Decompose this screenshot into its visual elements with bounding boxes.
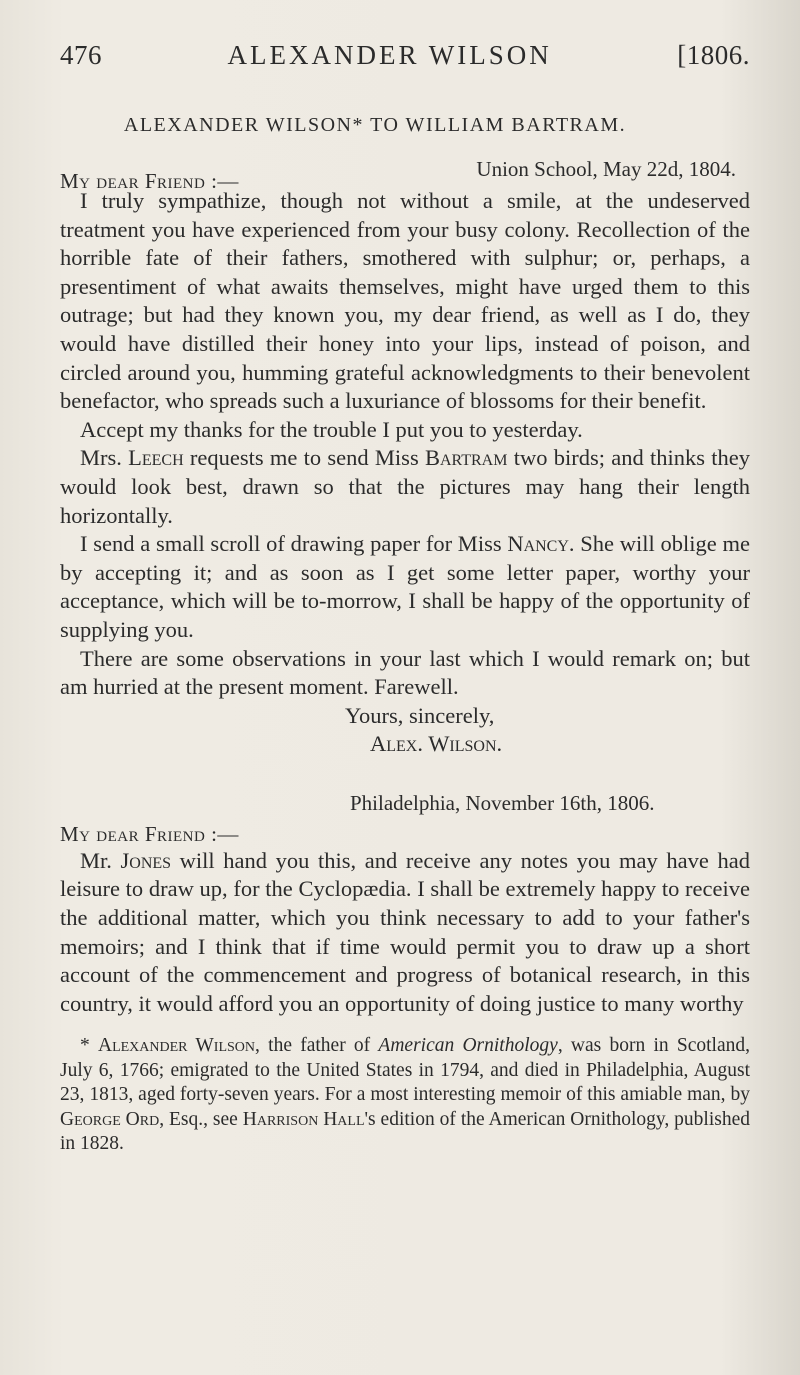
person-name: Alexander Wilson xyxy=(98,1035,256,1057)
text-run: will hand you this, and receive any notes you may have had leisure to draw up, for the Cyclopædia. I shall be extremely happy to receive the additional matter, which you think necessary to add to your father's memoirs; and I think that if time would permit you to draw up a short account of the commencement and progress of botanical research, in this country, it would afford you an opportunity of doing justice to many worthy xyxy=(60,847,750,1016)
book-title: American Ornithology xyxy=(378,1035,558,1057)
text-run: 's edition of the American Ornithology, published in 1828. xyxy=(60,1108,750,1155)
person-name: Nancy xyxy=(507,531,569,557)
person-name: Harrison Hall xyxy=(242,1108,365,1130)
letter1-paragraph xyxy=(60,444,750,530)
person-name: Leech xyxy=(128,445,184,471)
letter2-body xyxy=(60,847,750,1019)
letter1-body xyxy=(60,187,750,702)
closing-phrase: Yours, sincerely, xyxy=(345,702,495,728)
text-run: Mrs. xyxy=(80,445,129,471)
text-run: , Esq., see xyxy=(159,1108,243,1130)
text-run: Mr. xyxy=(80,847,121,873)
letter1-salutation: My dear Friend :— xyxy=(60,169,239,193)
letter-heading: ALEXANDER WILSON* TO WILLIAM BARTRAM. xyxy=(123,114,627,136)
letter1-paragraph xyxy=(60,530,750,644)
running-title: ALEXANDER WILSON xyxy=(227,40,552,70)
letter1-dateline: Union School, May 22d, 1804. xyxy=(476,157,736,181)
letter1-paragraph: There are some observations in your last which I would remark on; but am hurried at the present moment. Farewell. xyxy=(60,645,750,700)
letter2-salutation: My dear Friend :— xyxy=(60,821,239,846)
page-number: 476 xyxy=(60,40,102,70)
text-run: , was born in Scotland, July 6, 1766; emigrated to the United States in 1794, and died in Philadelphia, August 23, 1813, aged forty-seven years. For a most interesting memoir of this amiable man, by xyxy=(60,1035,751,1106)
letter1-header xyxy=(60,157,750,193)
footnote-marker: * xyxy=(80,1035,98,1057)
text-run: . She will oblige me by accepting it; and as soon as I get some letter paper, worthy your acceptance, which will be to-morrow, I shall be happy of the opportunity of supplying you. xyxy=(60,531,750,642)
running-year: [1806. xyxy=(677,40,750,70)
text-run: requests me to send Miss xyxy=(183,445,425,471)
signature: Alex. Wilson. xyxy=(370,731,503,757)
person-name: Jones xyxy=(120,847,172,873)
text-run: , the father of xyxy=(255,1035,379,1057)
footnote xyxy=(60,1034,750,1157)
person-name: Bartram xyxy=(424,445,508,471)
text-run: two birds; and thinks they would look best, drawn so that the pictures may hang their length horizontally. xyxy=(60,445,750,528)
running-head xyxy=(60,40,750,74)
person-name: George Ord xyxy=(60,1108,160,1130)
text-run: I send a small scroll of drawing paper for Miss xyxy=(80,531,508,557)
letter1-closing xyxy=(60,702,750,759)
letter1-paragraph: Accept my thanks for the trouble I put you to yesterday. xyxy=(80,416,583,442)
letter2-dateline: Philadelphia, November 16th, 1806. xyxy=(350,790,655,815)
letter1-paragraph: I truly sympathize, though not without a smile, at the undeserved treatment you have experienced from your busy colony. Recollection of the horrible fate of their fathers, smothered with sulphur; or, perhaps, a presentiment of what awaits themselves, might have urged them to this outrage; but had they known you, my dear friend, as well as I do, they would have distilled their honey into your lips, instead of poison, and circled around you, humming grateful acknowledgments to their benevolent benefactor, who spreads such a luxuriance of blossoms for their benefit. xyxy=(60,188,750,414)
letter2-paragraph xyxy=(60,847,750,1019)
